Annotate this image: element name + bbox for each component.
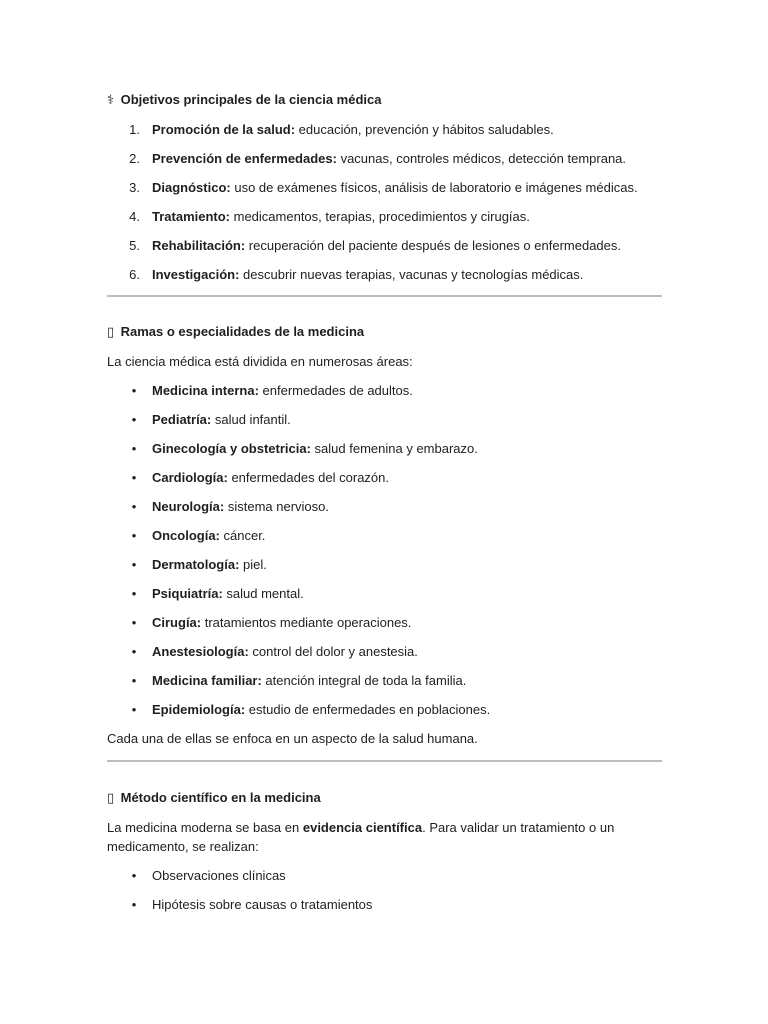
item-description: educación, prevención y hábitos saludables. bbox=[295, 122, 554, 137]
bullet-icon: • bbox=[131, 383, 137, 398]
item-description: vacunas, controles médicos, detección temprana. bbox=[336, 151, 627, 166]
list-item bbox=[107, 178, 638, 207]
method-list bbox=[107, 866, 662, 924]
item-description: tratamientos mediante operaciones. bbox=[201, 615, 412, 630]
missing-glyph-icon: ▯ bbox=[107, 790, 115, 805]
list-item bbox=[107, 439, 490, 468]
item-term: Prevención de enfermedades: bbox=[152, 151, 337, 166]
objectives-list bbox=[107, 120, 638, 294]
branches-heading bbox=[107, 322, 490, 342]
branches-intro: La ciencia médica está dividida en numerosas áreas: bbox=[107, 354, 413, 369]
branches-outro: Cada una de ellas se enfoca en un aspecto de la salud humana. bbox=[107, 731, 478, 746]
bullet-icon: • bbox=[131, 412, 137, 427]
item-term: Medicina interna: bbox=[152, 383, 259, 398]
list-item bbox=[107, 381, 490, 410]
bullet-icon: • bbox=[131, 528, 137, 543]
method-heading bbox=[107, 788, 662, 808]
bullet-icon: • bbox=[131, 702, 137, 717]
list-item bbox=[107, 207, 638, 236]
item-description: recuperación del paciente después de lesiones o enfermedades. bbox=[245, 238, 621, 253]
item-term: Dermatología: bbox=[152, 557, 240, 572]
bullet-icon: • bbox=[131, 673, 137, 688]
item-description: estudio de enfermedades en poblaciones. bbox=[245, 702, 491, 717]
item-description: atención integral de toda la familia. bbox=[261, 673, 467, 688]
item-term: Rehabilitación: bbox=[152, 238, 246, 253]
list-item bbox=[107, 613, 490, 642]
list-item bbox=[107, 526, 490, 555]
bullet-icon: • bbox=[131, 586, 137, 601]
list-item bbox=[107, 265, 638, 294]
item-description: salud infantil. bbox=[211, 412, 291, 427]
item-term: Pediatría: bbox=[152, 412, 212, 427]
bullet-icon: • bbox=[131, 499, 137, 514]
list-item bbox=[107, 468, 490, 497]
objectives-title: Objetivos principales de la ciencia médica bbox=[120, 92, 382, 107]
item-description: salud mental. bbox=[222, 586, 304, 601]
item-term: Neurología: bbox=[152, 499, 225, 514]
item-description: salud femenina y embarazo. bbox=[310, 441, 478, 456]
item-term: Cirugía: bbox=[152, 615, 202, 630]
list-number: 3. bbox=[129, 180, 140, 195]
horizontal-divider bbox=[107, 295, 662, 297]
horizontal-divider bbox=[107, 760, 662, 762]
branches-list bbox=[107, 381, 490, 729]
list-item bbox=[107, 895, 662, 924]
list-number: 4. bbox=[129, 209, 140, 224]
list-item bbox=[107, 584, 490, 613]
item-description: uso de exámenes físicos, análisis de laboratorio e imágenes médicas. bbox=[230, 180, 638, 195]
list-number: 2. bbox=[129, 151, 140, 166]
missing-glyph-icon: ▯ bbox=[107, 324, 115, 339]
item-term: Diagnóstico: bbox=[152, 180, 231, 195]
item-term: Tratamiento: bbox=[152, 209, 231, 224]
method-title: Método científico en la medicina bbox=[120, 790, 321, 805]
item-term: Psiquiatría: bbox=[152, 586, 223, 601]
list-item bbox=[107, 149, 638, 178]
bullet-icon: • bbox=[131, 897, 137, 912]
bullet-icon: • bbox=[131, 470, 137, 485]
item-description: Observaciones clínicas bbox=[152, 868, 286, 883]
branches-section bbox=[107, 322, 490, 748]
method-intro bbox=[107, 818, 662, 856]
item-description: descubrir nuevas terapias, vacunas y tecnologías médicas. bbox=[239, 267, 584, 282]
item-description: sistema nervioso. bbox=[224, 499, 329, 514]
item-term: Promoción de la salud: bbox=[152, 122, 296, 137]
item-term: Investigación: bbox=[152, 267, 240, 282]
bullet-icon: • bbox=[131, 441, 137, 456]
item-term: Ginecología y obstetricia: bbox=[152, 441, 311, 456]
method-intro-end: . Para validar un tratamiento o un medicamento, se realizan: bbox=[107, 820, 615, 854]
item-term: Medicina familiar: bbox=[152, 673, 262, 688]
list-item bbox=[107, 866, 662, 895]
list-item bbox=[107, 236, 638, 265]
list-number: 5. bbox=[129, 238, 140, 253]
method-intro-start: La medicina moderna se basa en bbox=[107, 820, 303, 835]
item-description: piel. bbox=[239, 557, 267, 572]
item-term: Oncología: bbox=[152, 528, 220, 543]
bullet-icon: • bbox=[131, 644, 137, 659]
item-term: Cardiología: bbox=[152, 470, 228, 485]
method-intro-emphasis: evidencia científica bbox=[302, 820, 423, 835]
list-item bbox=[107, 555, 490, 584]
item-description: enfermedades del corazón. bbox=[227, 470, 389, 485]
item-description: Hipótesis sobre causas o tratamientos bbox=[152, 897, 373, 912]
list-item bbox=[107, 642, 490, 671]
list-item bbox=[107, 497, 490, 526]
list-item bbox=[107, 120, 638, 149]
bullet-icon: • bbox=[131, 557, 137, 572]
item-term: Anestesiología: bbox=[152, 644, 249, 659]
list-item bbox=[107, 410, 490, 439]
item-description: medicamentos, terapias, procedimientos y cirugías. bbox=[230, 209, 530, 224]
item-description: cáncer. bbox=[219, 528, 266, 543]
objectives-heading bbox=[107, 90, 638, 110]
method-section bbox=[107, 788, 662, 924]
item-description: enfermedades de adultos. bbox=[258, 383, 413, 398]
branches-title: Ramas o especialidades de la medicina bbox=[120, 324, 365, 339]
list-item bbox=[107, 700, 490, 729]
list-number: 1. bbox=[129, 122, 140, 137]
medical-symbol-icon: ⚕ bbox=[107, 92, 115, 107]
item-description: control del dolor y anestesia. bbox=[248, 644, 418, 659]
bullet-icon: • bbox=[131, 615, 137, 630]
list-number: 6. bbox=[129, 267, 140, 282]
bullet-icon: • bbox=[131, 868, 137, 883]
item-term: Epidemiología: bbox=[152, 702, 246, 717]
objectives-section bbox=[107, 90, 638, 294]
list-item bbox=[107, 671, 490, 700]
